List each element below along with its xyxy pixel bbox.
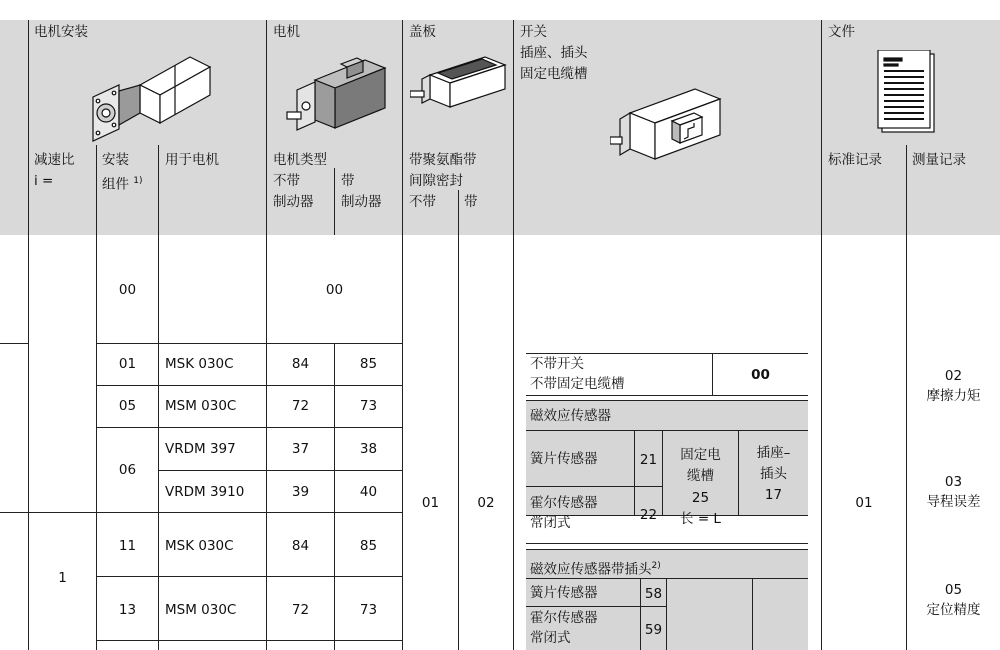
mounting-heading: 电机安装 bbox=[34, 24, 88, 40]
switch-heading-2: 插座、插头 bbox=[520, 45, 588, 61]
grid-line bbox=[96, 385, 402, 386]
lead-code: 03 bbox=[944, 474, 963, 490]
grid-line bbox=[513, 20, 514, 650]
grid-line bbox=[666, 578, 667, 650]
grid-line bbox=[526, 430, 808, 431]
document-icon bbox=[876, 50, 936, 135]
grid-line bbox=[526, 486, 662, 487]
kit-code: 01 bbox=[118, 356, 137, 372]
reed-plug-sensor: 簧片传感器 bbox=[530, 585, 598, 601]
no-brake-code: 84 bbox=[291, 538, 310, 554]
grid-line bbox=[402, 20, 403, 650]
grid-line bbox=[96, 427, 402, 428]
documents-heading: 文件 bbox=[828, 24, 855, 40]
no-brake-code: 39 bbox=[291, 484, 310, 500]
grid-line bbox=[526, 543, 808, 544]
std-record-label: 标准记录 bbox=[828, 152, 882, 168]
ratio-eq: i = bbox=[34, 173, 54, 189]
lead-label: 导程误差 bbox=[926, 494, 981, 510]
plug-num: 17 bbox=[764, 487, 783, 503]
motor-model: MSK 030C bbox=[165, 356, 234, 372]
motor-icon bbox=[285, 50, 395, 145]
fixed-cable-1: 固定电 bbox=[680, 447, 721, 463]
hall-plug-2: 常闭式 bbox=[530, 630, 571, 646]
mag-plug-title-text: 磁效应传感器带插头 bbox=[530, 561, 652, 578]
brake-1: 带 bbox=[341, 173, 355, 189]
kit-code: 06 bbox=[118, 462, 137, 478]
motor-model: MSK 030C bbox=[165, 538, 234, 554]
cover-with-code: 02 bbox=[477, 495, 495, 511]
motor-model: MSM 030C bbox=[165, 398, 237, 414]
grid-line bbox=[0, 343, 28, 344]
plug-2: 插头 bbox=[760, 466, 787, 482]
no-brake-1: 不带 bbox=[273, 173, 300, 189]
grid-line bbox=[28, 20, 29, 650]
cover-icon bbox=[410, 55, 510, 130]
hall-code: 22 bbox=[639, 507, 658, 523]
brake-code: 40 bbox=[359, 484, 378, 500]
ratio-label: 减速比 bbox=[34, 152, 75, 168]
kit-code: 13 bbox=[118, 602, 137, 618]
brake-2: 制动器 bbox=[341, 194, 382, 210]
grid-line bbox=[752, 578, 753, 650]
motor-model: VRDM 3910 bbox=[165, 484, 245, 500]
meas-record-label: 测量记录 bbox=[912, 152, 966, 168]
grid-line bbox=[96, 576, 402, 577]
cover-desc-2: 间隙密封 bbox=[409, 173, 463, 189]
hall-sensor-1: 霍尔传感器 bbox=[530, 495, 598, 511]
reed-sensor: 簧片传感器 bbox=[530, 451, 598, 467]
hall-plug-1: 霍尔传感器 bbox=[530, 610, 598, 626]
grid-line bbox=[458, 190, 459, 650]
hall-sensor-2: 常闭式 bbox=[530, 515, 571, 531]
no-switch-1: 不带开关 bbox=[530, 356, 584, 372]
brake-code: 85 bbox=[359, 356, 378, 372]
plug-1: 插座– bbox=[756, 445, 791, 461]
pos-label: 定位精度 bbox=[926, 602, 981, 618]
grid-line bbox=[526, 606, 666, 607]
cover-desc-1: 带聚氨酯带 bbox=[409, 152, 477, 168]
grid-line bbox=[821, 20, 822, 650]
no-brake-code: 37 bbox=[291, 441, 310, 457]
motor-model: VRDM 397 bbox=[165, 441, 236, 457]
grid-line bbox=[0, 512, 402, 513]
motor-type-label: 电机类型 bbox=[273, 152, 327, 168]
no-brake-code: 72 bbox=[291, 602, 310, 618]
ratio-value: 1 bbox=[58, 570, 67, 586]
grid-line bbox=[334, 168, 335, 235]
std-record-code: 01 bbox=[855, 495, 873, 511]
friction-code: 02 bbox=[944, 368, 963, 384]
friction-label: 摩擦力矩 bbox=[926, 388, 981, 404]
no-switch-code: 00 bbox=[751, 367, 770, 383]
motor-code-00: 00 bbox=[325, 282, 344, 298]
switch-sensor-icon bbox=[610, 85, 730, 170]
kit-code: 05 bbox=[118, 398, 137, 414]
reed-plug-code: 58 bbox=[644, 586, 663, 602]
mag-plug-footnote: 2) bbox=[651, 561, 661, 571]
grid-line bbox=[158, 470, 402, 471]
grid-line bbox=[526, 395, 808, 396]
kit-footnote: 1) bbox=[133, 176, 143, 186]
fixed-cable-2: 缆槽 bbox=[687, 468, 714, 484]
kit-code: 11 bbox=[118, 538, 137, 554]
grid-line bbox=[158, 145, 159, 650]
grid-line bbox=[96, 343, 402, 344]
fixed-cable-len: 长 = L bbox=[680, 511, 721, 527]
grid-line bbox=[526, 400, 808, 401]
for-motor-label: 用于电机 bbox=[165, 152, 219, 168]
cover-heading: 盖板 bbox=[409, 24, 436, 40]
grid-line bbox=[634, 430, 635, 515]
no-brake-code: 72 bbox=[291, 398, 310, 414]
kit-label-1: 安装 bbox=[102, 152, 129, 168]
cover-without-code: 01 bbox=[421, 495, 440, 511]
hall-plug-code: 59 bbox=[644, 622, 663, 638]
kit-label-text: 组件 bbox=[102, 176, 129, 193]
motor-heading: 电机 bbox=[273, 24, 300, 40]
no-brake-code: 84 bbox=[291, 356, 310, 372]
reed-code: 21 bbox=[639, 452, 658, 468]
pos-code: 05 bbox=[944, 582, 963, 598]
fixed-cable-num: 25 bbox=[691, 490, 710, 506]
brake-code: 85 bbox=[359, 538, 378, 554]
mag-sensor-title: 磁效应传感器 bbox=[530, 408, 611, 424]
grid-line bbox=[526, 549, 808, 550]
switch-heading-1: 开关 bbox=[520, 24, 547, 40]
cover-without: 不带 bbox=[409, 194, 436, 210]
motor-model: MSM 030C bbox=[165, 602, 237, 618]
grid-line bbox=[96, 640, 402, 641]
cover-with: 带 bbox=[464, 194, 478, 210]
brake-code: 73 bbox=[359, 602, 378, 618]
mag-plug-title bbox=[530, 556, 661, 580]
brake-code: 73 bbox=[359, 398, 378, 414]
gearbox-mounting-icon bbox=[85, 45, 215, 145]
no-brake-2: 制动器 bbox=[273, 194, 314, 210]
kit-code-00: 00 bbox=[118, 282, 137, 298]
kit-label-2 bbox=[102, 171, 143, 195]
brake-code: 38 bbox=[359, 441, 378, 457]
no-switch-2: 不带固定电缆槽 bbox=[530, 376, 625, 392]
switch-heading-3: 固定电缆槽 bbox=[520, 66, 588, 82]
